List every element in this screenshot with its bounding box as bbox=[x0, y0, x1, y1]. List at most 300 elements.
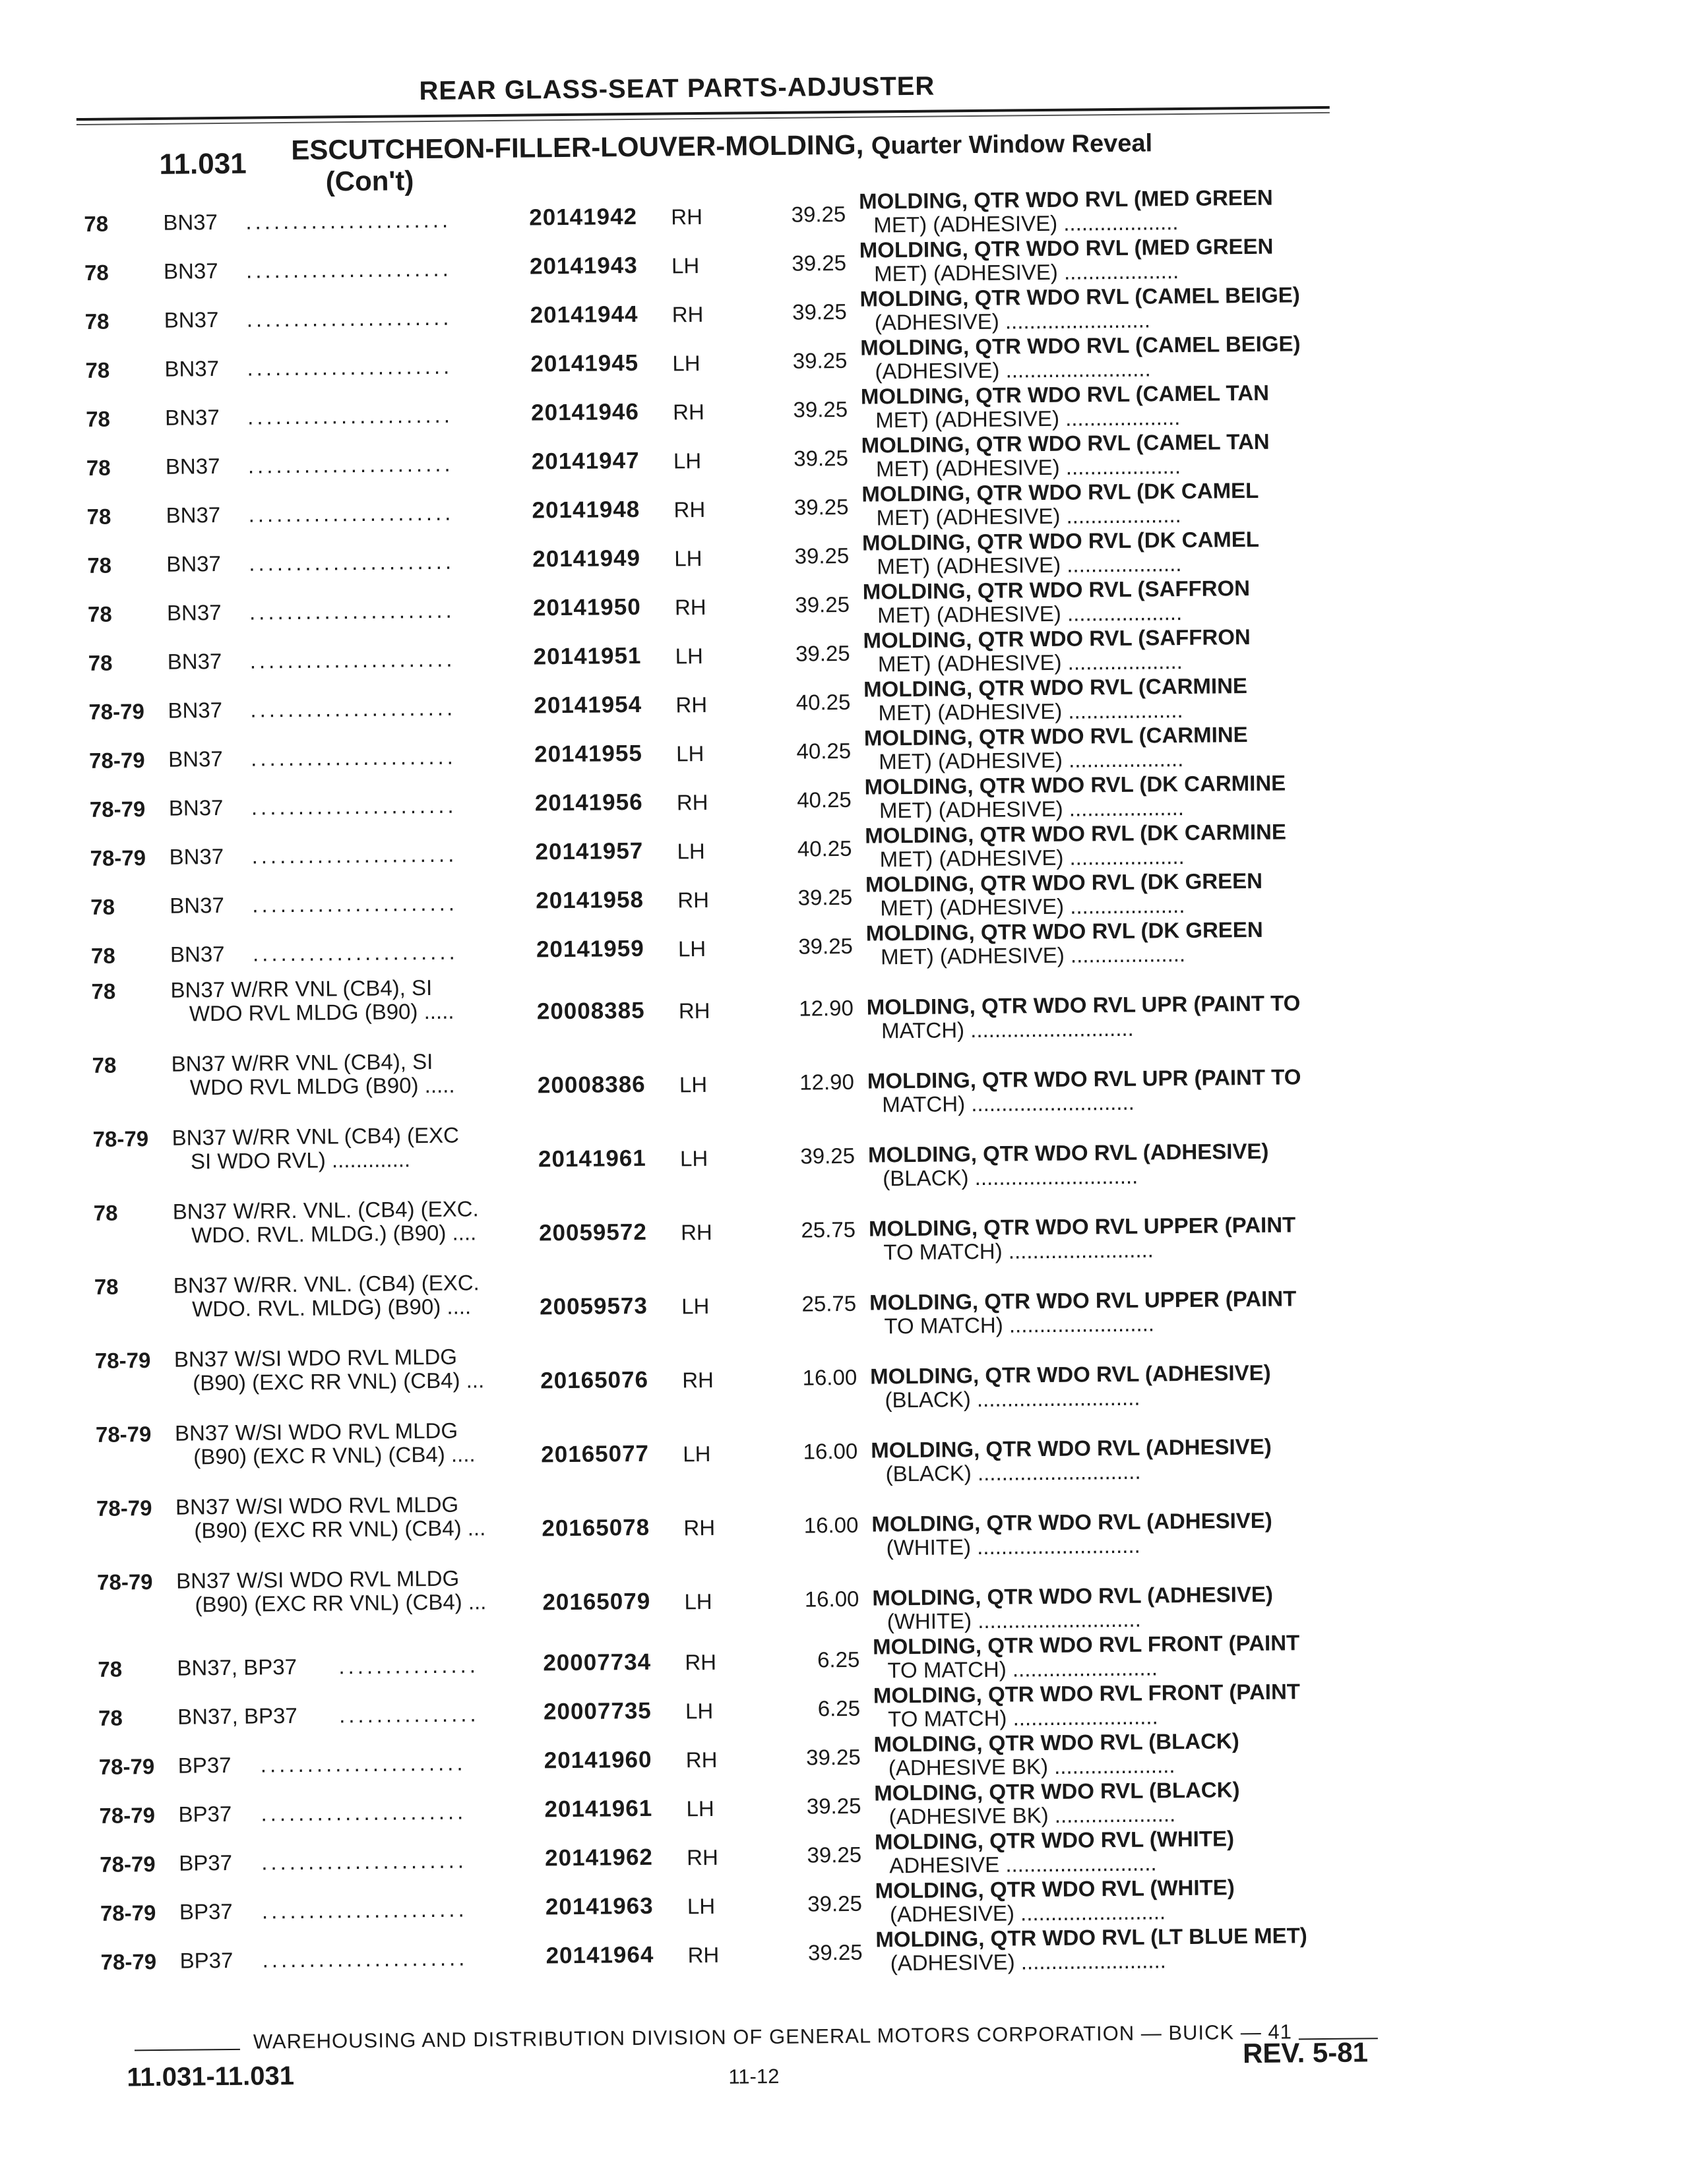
list-price: 40.25 bbox=[797, 835, 852, 861]
list-price: 39.25 bbox=[794, 494, 849, 520]
description-line-continued: MET) (ADHESIVE) ................... bbox=[876, 502, 1181, 530]
model-year: 78-79 bbox=[94, 1348, 151, 1373]
description-line: MOLDING, QTR WDO RVL UPR (PAINT TO bbox=[866, 990, 1301, 1019]
application-line: BN37 bbox=[166, 502, 221, 528]
side-indicator: RH bbox=[671, 204, 703, 229]
description-line-continued: MET) (ADHESIVE) ................... bbox=[877, 648, 1183, 677]
list-price: 39.25 bbox=[791, 201, 846, 227]
application-line: BN37 bbox=[165, 404, 220, 430]
part-description bbox=[869, 1287, 1297, 1338]
description-line: MOLDING, QTR WDO RVL (WHITE) bbox=[874, 1826, 1235, 1854]
description-line: MOLDING, QTR WDO RVL (DK CAMEL bbox=[861, 477, 1259, 506]
model-year: 78 bbox=[84, 309, 109, 334]
dot-leader: ...................... bbox=[247, 451, 454, 478]
side-indicator: LH bbox=[673, 448, 702, 473]
application-line: BN37 bbox=[163, 258, 218, 284]
description-line-continued: (BLACK) ........................... bbox=[885, 1459, 1141, 1486]
description-line: MOLDING, QTR WDO RVL (DK CARMINE bbox=[864, 770, 1286, 799]
list-price: 39.25 bbox=[805, 1744, 861, 1770]
model-year: 78 bbox=[91, 979, 116, 1004]
dot-leader: ...................... bbox=[247, 402, 454, 429]
part-number: 20141954 bbox=[534, 691, 642, 719]
application bbox=[171, 1050, 454, 1100]
side-indicator: LH bbox=[684, 1589, 712, 1614]
side-indicator: LH bbox=[679, 1145, 708, 1171]
application-line: BN37 bbox=[166, 599, 222, 625]
model-year: 78-79 bbox=[98, 1754, 155, 1779]
list-price: 39.25 bbox=[795, 640, 850, 666]
application-line: BN37, BP37 bbox=[177, 1654, 297, 1680]
application bbox=[172, 1124, 460, 1174]
description-line-continued: MET) (ADHESIVE) ................... bbox=[873, 210, 1179, 237]
description-line: MOLDING, QTR WDO RVL (CAMEL TAN bbox=[860, 380, 1270, 409]
application-line: BN37 bbox=[170, 892, 225, 918]
description-line-continued: (ADHESIVE) ........................ bbox=[874, 307, 1151, 335]
dot-leader: ...................... bbox=[247, 353, 453, 380]
list-price: 39.25 bbox=[798, 933, 854, 959]
part-description bbox=[859, 186, 1273, 237]
description-line-continued: TO MATCH) ........................ bbox=[883, 1237, 1154, 1265]
part-number: 20007734 bbox=[543, 1649, 652, 1676]
model-year: 78 bbox=[98, 1656, 123, 1682]
list-price: 16.00 bbox=[804, 1586, 859, 1612]
model-year: 78-79 bbox=[96, 1496, 152, 1521]
application bbox=[164, 353, 453, 381]
application bbox=[173, 1197, 480, 1247]
list-price: 6.25 bbox=[817, 1695, 861, 1721]
side-indicator: RH bbox=[685, 1649, 717, 1675]
application bbox=[163, 207, 452, 235]
side-indicator: RH bbox=[674, 594, 706, 620]
part-number: 20141957 bbox=[535, 837, 644, 865]
description-line-continued: MET) (ADHESIVE) ................... bbox=[879, 843, 1185, 872]
application bbox=[166, 500, 454, 528]
description-line-continued: MET) (ADHESIVE) ................... bbox=[875, 454, 1181, 481]
part-number: 20007735 bbox=[543, 1697, 652, 1725]
section-title: ESCUTCHEON-FILLER-LOUVER-MOLDING, bbox=[291, 129, 864, 166]
side-indicator: RH bbox=[673, 497, 706, 522]
part-number: 20165079 bbox=[542, 1588, 651, 1616]
side-indicator: LH bbox=[677, 936, 706, 961]
application bbox=[175, 1492, 486, 1543]
dot-leader: ...................... bbox=[260, 1750, 466, 1777]
part-description bbox=[861, 430, 1270, 481]
dot-leader: ...................... bbox=[251, 841, 458, 868]
model-year: 78-79 bbox=[92, 1126, 149, 1151]
footer-rule-left bbox=[135, 2049, 240, 2051]
description-line-continued: MET) (ADHESIVE) ................... bbox=[873, 258, 1179, 286]
model-year: 78-79 bbox=[90, 845, 146, 870]
part-number: 20141951 bbox=[533, 642, 642, 670]
description-line-continued: MATCH) ........................... bbox=[882, 1089, 1135, 1117]
application-line: BN37 bbox=[164, 356, 220, 381]
side-indicator: LH bbox=[672, 350, 701, 376]
part-row bbox=[5, 1555, 1682, 1634]
part-number: 20141944 bbox=[530, 301, 639, 328]
description-line-continued: TO MATCH) ........................ bbox=[888, 1704, 1158, 1732]
description-line: MOLDING, QTR WDO RVL (MED GREEN bbox=[859, 233, 1274, 262]
description-line-continued: (ADHESIVE) ........................ bbox=[890, 1948, 1166, 1976]
application bbox=[179, 1945, 468, 1973]
side-indicator: LH bbox=[675, 643, 704, 669]
description-line: MOLDING, QTR WDO RVL (ADHESIVE) bbox=[872, 1581, 1274, 1610]
description-line: MOLDING, QTR WDO RVL (BLACK) bbox=[873, 1728, 1239, 1757]
description-line: MOLDING, QTR WDO RVL (WHITE) bbox=[875, 1875, 1235, 1903]
part-number: 20141962 bbox=[545, 1844, 654, 1871]
part-description bbox=[873, 1729, 1239, 1780]
list-price: 16.00 bbox=[802, 1364, 857, 1390]
part-number: 20141942 bbox=[529, 203, 638, 231]
application-line-continued: WDO. RVL. MLDG) (B90) .... bbox=[191, 1294, 472, 1321]
side-indicator: LH bbox=[677, 838, 705, 864]
part-description bbox=[873, 1631, 1300, 1682]
list-price: 39.25 bbox=[797, 884, 853, 910]
footer-revision: REV. 5-81 bbox=[1242, 2036, 1369, 2069]
model-year: 78 bbox=[84, 260, 109, 285]
description-line-continued: (BLACK) ........................... bbox=[883, 1163, 1138, 1191]
application-line: BN37 W/RR VNL (CB4), SI bbox=[171, 1048, 433, 1076]
part-row bbox=[3, 1407, 1682, 1486]
list-price: 12.90 bbox=[799, 995, 854, 1021]
side-indicator: LH bbox=[671, 253, 700, 278]
list-price: 25.75 bbox=[801, 1217, 856, 1242]
part-description bbox=[864, 723, 1248, 774]
side-indicator: RH bbox=[671, 301, 704, 327]
description-line-continued: TO MATCH) ........................ bbox=[884, 1311, 1155, 1339]
part-number: 20165076 bbox=[540, 1366, 649, 1394]
application-line: BP37 bbox=[179, 1850, 233, 1875]
description-line-continued: (ADHESIVE) ........................ bbox=[875, 356, 1151, 384]
part-number: 20141945 bbox=[530, 349, 639, 377]
part-number: 20141947 bbox=[531, 447, 640, 475]
list-price: 39.25 bbox=[795, 592, 850, 617]
part-row bbox=[4, 1481, 1682, 1560]
side-indicator: LH bbox=[679, 1072, 708, 1097]
list-price: 39.25 bbox=[794, 445, 849, 471]
list-price: 40.25 bbox=[796, 738, 852, 764]
application bbox=[165, 451, 454, 479]
list-price: 39.25 bbox=[807, 1939, 863, 1965]
model-year: 78 bbox=[85, 357, 110, 382]
part-number: 20141955 bbox=[534, 740, 643, 768]
side-indicator: RH bbox=[676, 789, 708, 815]
dot-leader: ...................... bbox=[245, 256, 452, 283]
section-continued: (Con't) bbox=[325, 165, 414, 197]
description-line: MOLDING, QTR WDO RVL (LT BLUE MET) bbox=[875, 1923, 1307, 1952]
part-description bbox=[875, 1875, 1235, 1926]
model-year: 78-79 bbox=[100, 1949, 157, 1974]
model-year: 78 bbox=[88, 650, 113, 675]
part-description bbox=[865, 869, 1263, 921]
page-header-title: REAR GLASS-SEAT PARTS-ADJUSTER bbox=[419, 71, 935, 106]
description-line: MOLDING, QTR WDO RVL (DK GREEN bbox=[865, 868, 1263, 897]
part-number: 20141961 bbox=[538, 1145, 646, 1172]
part-number: 20141946 bbox=[530, 398, 640, 426]
part-number: 20141961 bbox=[544, 1795, 653, 1823]
description-line-continued: MET) (ADHESIVE) ................... bbox=[880, 892, 1185, 921]
application bbox=[175, 1418, 476, 1469]
part-description bbox=[866, 918, 1264, 969]
part-description bbox=[872, 1583, 1273, 1634]
part-description bbox=[875, 1827, 1235, 1877]
footer-division-text: WAREHOUSING AND DISTRIBUTION DIVISION OF GENERAL MOTORS CORPORATION — BUICK — 41 bbox=[253, 2020, 1293, 2053]
footer-index: 11.031-11.031 bbox=[127, 2061, 295, 2092]
part-number: 20141950 bbox=[532, 593, 641, 621]
list-price: 39.25 bbox=[792, 348, 848, 373]
side-indicator: RH bbox=[682, 1367, 714, 1393]
application bbox=[174, 1345, 485, 1395]
description-line: MOLDING, QTR WDO RVL (DK CARMINE bbox=[865, 819, 1287, 848]
part-description bbox=[865, 820, 1286, 872]
section-subtitle: Quarter Window Reveal bbox=[871, 129, 1153, 160]
application bbox=[165, 402, 454, 430]
list-price: 39.25 bbox=[806, 1793, 861, 1819]
application bbox=[164, 305, 452, 332]
side-indicator: RH bbox=[677, 887, 710, 913]
application-line-continued: WDO RVL MLDG (B90) ..... bbox=[189, 1072, 455, 1100]
dot-leader: ...................... bbox=[251, 793, 457, 820]
model-year: 78 bbox=[93, 1200, 118, 1225]
description-line: MOLDING, QTR WDO RVL (ADHESIVE) bbox=[871, 1507, 1272, 1536]
application-line-continued: (B90) (EXC R VNL) (CB4) .... bbox=[193, 1441, 476, 1469]
part-description bbox=[867, 991, 1301, 1043]
list-price: 39.25 bbox=[793, 396, 848, 422]
application-line: BN37 W/SI WDO RVL MLDG bbox=[175, 1565, 460, 1593]
part-description bbox=[859, 235, 1274, 286]
application bbox=[179, 1848, 468, 1875]
application-line: BN37 W/SI WDO RVL MLDG bbox=[173, 1344, 458, 1372]
dot-leader: ............... bbox=[338, 1701, 480, 1728]
side-indicator: LH bbox=[687, 1893, 716, 1919]
description-line-continued: MET) (ADHESIVE) ................... bbox=[877, 551, 1182, 579]
part-description bbox=[869, 1213, 1296, 1264]
application-line: BN37 bbox=[167, 648, 222, 674]
application bbox=[170, 939, 458, 967]
side-indicator: LH bbox=[683, 1441, 711, 1467]
application bbox=[170, 976, 454, 1026]
description-line-continued: MET) (ADHESIVE) ................... bbox=[877, 600, 1183, 628]
application bbox=[177, 1701, 480, 1729]
description-line: MOLDING, QTR WDO RVL (SAFFRON bbox=[863, 624, 1251, 653]
side-indicator: RH bbox=[675, 692, 708, 717]
side-indicator: RH bbox=[680, 1219, 712, 1245]
application bbox=[166, 549, 455, 576]
list-price: 6.25 bbox=[817, 1647, 860, 1672]
application-line-continued: (B90) (EXC RR VNL) (CB4) ... bbox=[193, 1368, 485, 1395]
part-number: 20141959 bbox=[536, 935, 644, 963]
application-line: BN37 W/RR VNL (CB4), SI bbox=[170, 975, 433, 1002]
side-indicator: RH bbox=[687, 1844, 719, 1870]
description-line: MOLDING, QTR WDO RVL UPPER (PAINT bbox=[868, 1212, 1296, 1241]
application-line: BP37 bbox=[177, 1752, 232, 1778]
part-description bbox=[862, 528, 1260, 579]
side-indicator: RH bbox=[685, 1747, 718, 1773]
part-row bbox=[2, 1259, 1682, 1339]
part-description bbox=[859, 283, 1300, 334]
dot-leader: ............... bbox=[338, 1653, 480, 1679]
model-year: 78-79 bbox=[100, 1900, 156, 1926]
part-row bbox=[0, 1038, 1682, 1117]
model-year: 78-79 bbox=[99, 1803, 156, 1828]
model-year: 78 bbox=[87, 601, 112, 626]
part-number: 20059573 bbox=[539, 1292, 648, 1320]
description-line-continued: MET) (ADHESIVE) ................... bbox=[875, 405, 1181, 433]
dot-leader: ...................... bbox=[250, 744, 457, 771]
description-line: MOLDING, QTR WDO RVL FRONT (PAINT bbox=[872, 1630, 1300, 1659]
application bbox=[176, 1566, 487, 1617]
application-line: BP37 bbox=[178, 1801, 232, 1827]
description-line-continued: (ADHESIVE BK) .................... bbox=[888, 1753, 1175, 1780]
footer-page-number: 11-12 bbox=[728, 2064, 780, 2088]
dot-leader: ...................... bbox=[249, 549, 455, 576]
description-line: MOLDING, QTR WDO RVL (BLACK) bbox=[874, 1777, 1240, 1805]
application-line: BN37 bbox=[168, 795, 224, 820]
description-line-continued: (ADHESIVE) ........................ bbox=[889, 1899, 1166, 1927]
application bbox=[168, 695, 456, 723]
application bbox=[177, 1653, 480, 1680]
dot-leader: ...................... bbox=[249, 597, 455, 624]
section-number: 11.031 bbox=[159, 147, 247, 181]
model-year: 78 bbox=[86, 455, 111, 480]
application-line: BN37 bbox=[165, 453, 220, 479]
part-number: 20141964 bbox=[545, 1941, 654, 1969]
list-price: 39.25 bbox=[807, 1891, 863, 1916]
application-line: BP37 bbox=[179, 1947, 234, 1973]
description-line: MOLDING, QTR WDO RVL (MED GREEN bbox=[858, 185, 1273, 214]
description-line-continued: (WHITE) ........................... bbox=[887, 1606, 1141, 1634]
application bbox=[166, 597, 455, 625]
description-line-continued: MATCH) ........................... bbox=[881, 1016, 1134, 1043]
description-line: MOLDING, QTR WDO RVL (ADHESIVE) bbox=[871, 1434, 1272, 1463]
description-line: MOLDING, QTR WDO RVL (DK CAMEL bbox=[861, 526, 1260, 555]
part-number: 20008385 bbox=[536, 997, 645, 1025]
part-number: 20165077 bbox=[541, 1440, 650, 1468]
model-year: 78 bbox=[90, 894, 115, 919]
list-price: 12.90 bbox=[799, 1069, 855, 1095]
part-description bbox=[861, 479, 1259, 530]
application-line-continued: WDO. RVL. MLDG.) (B90) .... bbox=[191, 1220, 477, 1248]
model-year: 78-79 bbox=[95, 1422, 152, 1447]
part-description bbox=[864, 772, 1286, 823]
application-line: BN37 bbox=[168, 697, 223, 723]
application-line: BN37 W/SI WDO RVL MLDG bbox=[175, 1492, 459, 1519]
list-price: 16.00 bbox=[803, 1512, 859, 1538]
model-year: 78-79 bbox=[100, 1852, 156, 1877]
part-description bbox=[874, 1778, 1240, 1829]
side-indicator: LH bbox=[681, 1293, 710, 1319]
part-description bbox=[871, 1509, 1272, 1560]
application bbox=[178, 1799, 467, 1827]
model-year: 78 bbox=[87, 553, 112, 578]
part-description bbox=[863, 674, 1247, 725]
list-price: 40.25 bbox=[795, 689, 851, 715]
dot-leader: ...................... bbox=[261, 1896, 468, 1924]
side-indicator: RH bbox=[687, 1942, 720, 1968]
application bbox=[177, 1750, 466, 1778]
application-line: BN37 bbox=[170, 941, 225, 967]
dot-leader: ...................... bbox=[249, 646, 456, 673]
application-line-continued: (B90) (EXC RR VNL) (CB4) ... bbox=[194, 1515, 486, 1543]
side-indicator: LH bbox=[686, 1796, 714, 1821]
part-description bbox=[871, 1435, 1272, 1486]
description-line-continued: (BLACK) ........................... bbox=[885, 1385, 1140, 1412]
dot-leader: ...................... bbox=[261, 1799, 467, 1826]
dot-leader: ...................... bbox=[250, 695, 456, 722]
side-indicator: RH bbox=[683, 1515, 716, 1540]
description-line: MOLDING, QTR WDO RVL UPPER (PAINT bbox=[869, 1286, 1297, 1315]
model-year: 78 bbox=[94, 1274, 119, 1299]
part-description bbox=[863, 625, 1251, 677]
part-number: 20141943 bbox=[529, 252, 638, 280]
list-price: 39.25 bbox=[792, 250, 847, 276]
model-year: 78 bbox=[92, 1052, 117, 1077]
application bbox=[168, 744, 457, 772]
description-line: MOLDING, QTR WDO RVL (CAMEL BEIGE) bbox=[860, 331, 1301, 360]
application-line: BN37 W/SI WDO RVL MLDG bbox=[174, 1418, 458, 1445]
side-indicator: RH bbox=[672, 399, 704, 425]
application bbox=[173, 1271, 480, 1321]
application bbox=[167, 646, 456, 674]
section-heading bbox=[291, 127, 1153, 197]
dot-leader: ...................... bbox=[248, 500, 454, 527]
description-line: MOLDING, QTR WDO RVL (ADHESIVE) bbox=[870, 1360, 1271, 1389]
application-line-continued: SI WDO RVL) ............. bbox=[190, 1147, 411, 1174]
description-line-continued: MET) (ADHESIVE) ................... bbox=[879, 795, 1185, 823]
application-line: BN37 W/RR. VNL. (CB4) (EXC. bbox=[173, 1270, 480, 1298]
description-line-continued: MET) (ADHESIVE) ................... bbox=[878, 697, 1183, 725]
description-line-continued: (WHITE) ........................... bbox=[886, 1532, 1140, 1560]
list-price: 39.25 bbox=[807, 1842, 862, 1867]
model-year: 78 bbox=[84, 211, 109, 236]
description-line: MOLDING, QTR WDO RVL (DK GREEN bbox=[865, 917, 1263, 946]
application-line: BN37 bbox=[169, 843, 224, 869]
description-line: MOLDING, QTR WDO RVL (CARMINE bbox=[863, 722, 1248, 750]
list-price: 39.25 bbox=[794, 543, 850, 568]
model-year: 78 bbox=[90, 943, 115, 968]
application bbox=[170, 890, 458, 918]
side-indicator: LH bbox=[675, 741, 704, 766]
part-number: 20059572 bbox=[538, 1219, 648, 1246]
part-number: 20141963 bbox=[545, 1893, 654, 1920]
part-number: 20165078 bbox=[542, 1514, 650, 1542]
dot-leader: ...................... bbox=[246, 305, 452, 332]
part-description bbox=[875, 1924, 1307, 1975]
description-line: MOLDING, QTR WDO RVL FRONT (PAINT bbox=[873, 1679, 1301, 1708]
description-line-continued: TO MATCH) ........................ bbox=[887, 1655, 1158, 1683]
application-line: BN37 bbox=[166, 551, 222, 576]
side-indicator: RH bbox=[678, 998, 710, 1023]
side-indicator: LH bbox=[674, 545, 702, 571]
part-row bbox=[3, 1333, 1682, 1412]
model-year: 78 bbox=[86, 504, 111, 529]
application-line-continued: (B90) (EXC RR VNL) (CB4) ... bbox=[195, 1589, 487, 1617]
part-number: 20008386 bbox=[537, 1071, 646, 1099]
part-description bbox=[868, 1139, 1269, 1191]
list-price: 40.25 bbox=[797, 787, 852, 812]
dot-leader: ...................... bbox=[261, 1848, 468, 1875]
application-line: BN37 bbox=[164, 307, 219, 332]
description-line-continued: (ADHESIVE BK) .................... bbox=[888, 1802, 1176, 1829]
description-line-continued: MET) (ADHESIVE) ................... bbox=[880, 941, 1186, 969]
list-price: 39.25 bbox=[792, 299, 847, 324]
part-row bbox=[1, 1112, 1682, 1191]
application bbox=[168, 793, 457, 820]
part-number: 20141960 bbox=[544, 1746, 652, 1774]
application-line: BN37 W/RR. VNL. (CB4) (EXC. bbox=[172, 1196, 479, 1224]
application bbox=[179, 1896, 468, 1924]
description-line-continued: MET) (ADHESIVE) ................... bbox=[879, 746, 1184, 774]
part-number: 20141948 bbox=[532, 496, 640, 524]
